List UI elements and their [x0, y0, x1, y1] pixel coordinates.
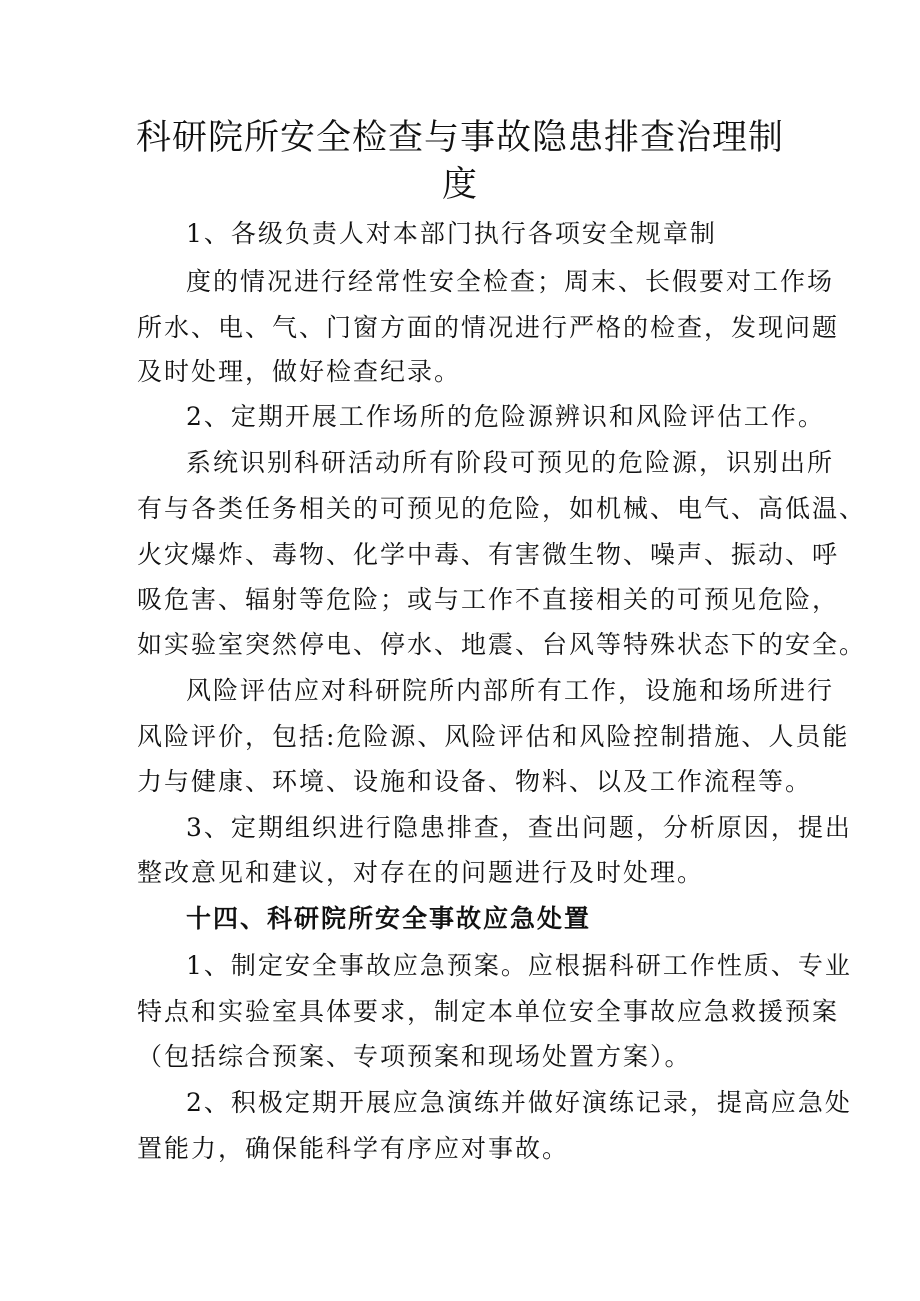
- paragraph-4-line-1: 3、定期组织进行隐患排查，查出问题，分析原因，提出: [186, 813, 852, 842]
- section-heading: 十四、科研院所安全事故应急处置: [186, 904, 592, 933]
- paragraph-3-line-2: 风险评价，包括:危险源、风险评估和风险控制措施、人员能: [137, 722, 850, 751]
- paragraph-2-line-1: 2、定期开展工作场所的危险源辨识和风险评估工作。: [186, 402, 825, 431]
- paragraph-2-line-2: 系统识别科研活动所有阶段可预见的危险源，识别出所: [186, 448, 835, 477]
- paragraph-1-line-2: 度的情况进行经常性安全检查；周末、长假要对工作场: [186, 267, 835, 296]
- paragraph-5-line-3: （包括综合预案、专项预案和现场处置方案）。: [137, 1042, 692, 1071]
- paragraph-5-line-2: 特点和实验室具体要求，制定本单位安全事故应急救援预案: [137, 997, 840, 1026]
- paragraph-4-line-2: 整改意见和建议，对存在的问题进行及时处理。: [137, 858, 705, 887]
- paragraph-3-line-1: 风险评估应对科研院所内部所有工作，设施和场所进行: [186, 676, 835, 705]
- paragraph-1-line-4: 及时处理，做好检查纪录。: [137, 357, 462, 386]
- paragraph-2-line-3: 有与各类任务相关的可预见的危险，如机械、电气、高低温、: [137, 494, 867, 523]
- paragraph-2-line-6: 如实验室突然停电、停水、地震、台风等特殊状态下的安全。: [137, 630, 867, 659]
- paragraph-1-line-3: 所水、电、气、门窗方面的情况进行严格的检查，发现问题: [137, 313, 840, 342]
- document-title-line-1: 科研院所安全检查与事故隐患排查治理制: [135, 118, 784, 158]
- paragraph-2-line-5: 吸危害、辐射等危险；或与工作不直接相关的可预见危险，: [137, 585, 840, 614]
- document-title-line-2: 度: [441, 165, 478, 205]
- paragraph-6-line-1: 2、积极定期开展应急演练并做好演练记录，提高应急处: [186, 1088, 852, 1117]
- paragraph-5-line-1: 1、制定安全事故应急预案。应根据科研工作性质、专业: [186, 951, 852, 980]
- paragraph-2-line-4: 火灾爆炸、毒物、化学中毒、有害微生物、噪声、振动、呼: [137, 540, 840, 569]
- paragraph-6-line-2: 置能力，确保能科学有序应对事故。: [137, 1134, 570, 1163]
- paragraph-1-line-1: 1、各级负责人对本部门执行各项安全规章制: [186, 219, 717, 248]
- paragraph-3-line-3: 力与健康、环境、设施和设备、物料、以及工作流程等。: [137, 767, 813, 796]
